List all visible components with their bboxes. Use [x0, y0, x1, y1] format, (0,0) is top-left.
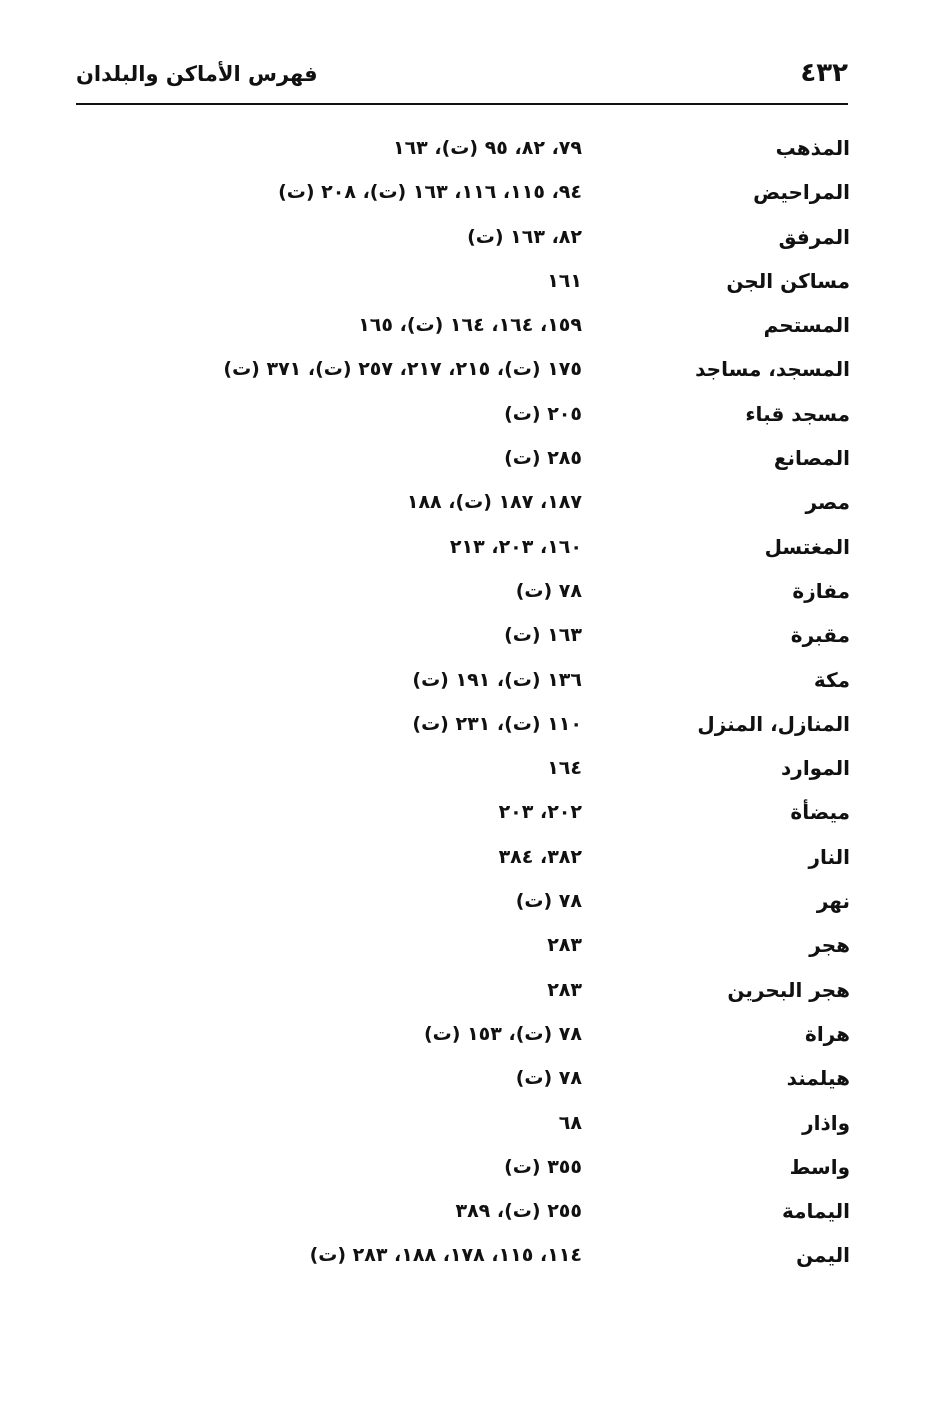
page-references: ٣٨٢، ٣٨٤ — [498, 845, 582, 868]
index-entry — [76, 835, 850, 879]
place-name: الموارد — [781, 756, 850, 781]
index-entry — [76, 215, 850, 259]
place-name: هراة — [805, 1021, 850, 1046]
place-name: واسط — [789, 1154, 850, 1179]
place-name: المغتسل — [764, 534, 850, 559]
page-number: ٤٣٢ — [800, 58, 848, 88]
index-entry — [76, 525, 850, 569]
index-entry — [76, 1012, 850, 1056]
page-references: ١٦٣ (ت) — [504, 624, 582, 647]
page-references: ٧٨ (ت) — [515, 579, 582, 602]
index-entry — [76, 613, 850, 657]
page-references: ٩٤، ١١٥، ١١٦، ١٦٣ (ت)، ٢٠٨ (ت) — [278, 181, 582, 204]
place-name: مصر — [805, 490, 850, 515]
index-entry — [76, 790, 850, 834]
running-title: فهرس الأماكن والبلدان — [76, 62, 318, 86]
index-entries — [76, 126, 850, 1278]
place-name: واذار — [802, 1110, 850, 1135]
page-references: ٧٨ (ت) — [515, 890, 582, 913]
place-name: المستحم — [763, 313, 850, 338]
index-entry — [76, 923, 850, 967]
page-references: ٧٨ (ت)، ١٥٣ (ت) — [424, 1022, 582, 1045]
index-entry — [76, 126, 850, 170]
index-entry — [76, 968, 850, 1012]
index-entry — [76, 879, 850, 923]
page-references: ١١٠ (ت)، ٢٣١ (ت) — [412, 712, 582, 735]
index-entry — [76, 1145, 850, 1189]
index-entry — [76, 436, 850, 480]
index-entry — [76, 746, 850, 790]
place-name: مسجد قباء — [745, 401, 850, 426]
header-rule — [76, 103, 848, 105]
page-references: ٢٠٥ (ت) — [504, 402, 582, 425]
place-name: هجر البحرين — [727, 977, 850, 1002]
place-name: هجر — [809, 933, 850, 958]
place-name: المذهب — [775, 136, 850, 160]
index-entry — [76, 392, 850, 436]
page-references: ٢٠٢، ٢٠٣ — [498, 801, 582, 824]
place-name: مكة — [813, 667, 850, 692]
index-entry — [76, 170, 850, 214]
page-references: ٣٥٥ (ت) — [504, 1155, 582, 1178]
page-references: ٦٨ — [558, 1111, 582, 1134]
place-name: المراحيض — [753, 180, 850, 205]
place-name: المرفق — [778, 224, 850, 249]
place-name: مساكن الجن — [726, 268, 850, 293]
index-entry — [76, 303, 850, 347]
page-references: ١٥٩، ١٦٤، ١٦٤ (ت)، ١٦٥ — [358, 314, 582, 337]
page-references: ١١٤، ١١٥، ١٧٨، ١٨٨، ٢٨٣ (ت) — [309, 1244, 582, 1267]
place-name: نهر — [816, 889, 850, 914]
index-entry — [76, 347, 850, 391]
place-name: اليمن — [796, 1243, 850, 1268]
page-references: ٨٢، ١٦٣ (ت) — [467, 225, 582, 248]
page-references: ١٧٥ (ت)، ٢١٥، ٢١٧، ٢٥٧ (ت)، ٣٧١ (ت) — [223, 358, 582, 381]
place-name: النار — [808, 844, 850, 869]
place-name: اليمامة — [782, 1199, 850, 1224]
index-entry — [76, 259, 850, 303]
place-name: هيلمند — [786, 1066, 850, 1091]
page-references: ١٦١ — [547, 269, 582, 292]
place-name: ميضأة — [790, 800, 850, 825]
page-references: ٢٨٥ (ت) — [504, 447, 582, 470]
place-name: مفازة — [792, 578, 850, 603]
index-entry — [76, 480, 850, 524]
place-name: مقبرة — [790, 623, 850, 648]
page-references: ١٦٤ — [547, 757, 582, 780]
place-name: المسجد، مساجد — [695, 357, 850, 382]
page-references: ٧٨ (ت) — [515, 1067, 582, 1090]
index-entry — [76, 1056, 850, 1100]
index-entry — [76, 1189, 850, 1233]
page-references: ١٦٠، ٢٠٣، ٢١٣ — [449, 535, 582, 558]
page-references: ١٨٧، ١٨٧ (ت)، ١٨٨ — [406, 491, 582, 514]
place-name: المنازل، المنزل — [697, 711, 850, 736]
index-entry — [76, 1101, 850, 1145]
page-header — [76, 56, 848, 96]
index-entry — [76, 702, 850, 746]
page-references: ٧٩، ٨٢، ٩٥ (ت)، ١٦٣ — [392, 137, 582, 159]
page-references: ٢٥٥ (ت)، ٣٨٩ — [455, 1200, 582, 1223]
page-references: ١٣٦ (ت)، ١٩١ (ت) — [412, 668, 582, 691]
index-entry — [76, 569, 850, 613]
page-references: ٢٨٣ — [547, 934, 582, 957]
page-references: ٢٨٣ — [547, 978, 582, 1001]
place-name: المصانع — [773, 446, 850, 471]
index-entry — [76, 1233, 850, 1277]
index-entry — [76, 658, 850, 702]
